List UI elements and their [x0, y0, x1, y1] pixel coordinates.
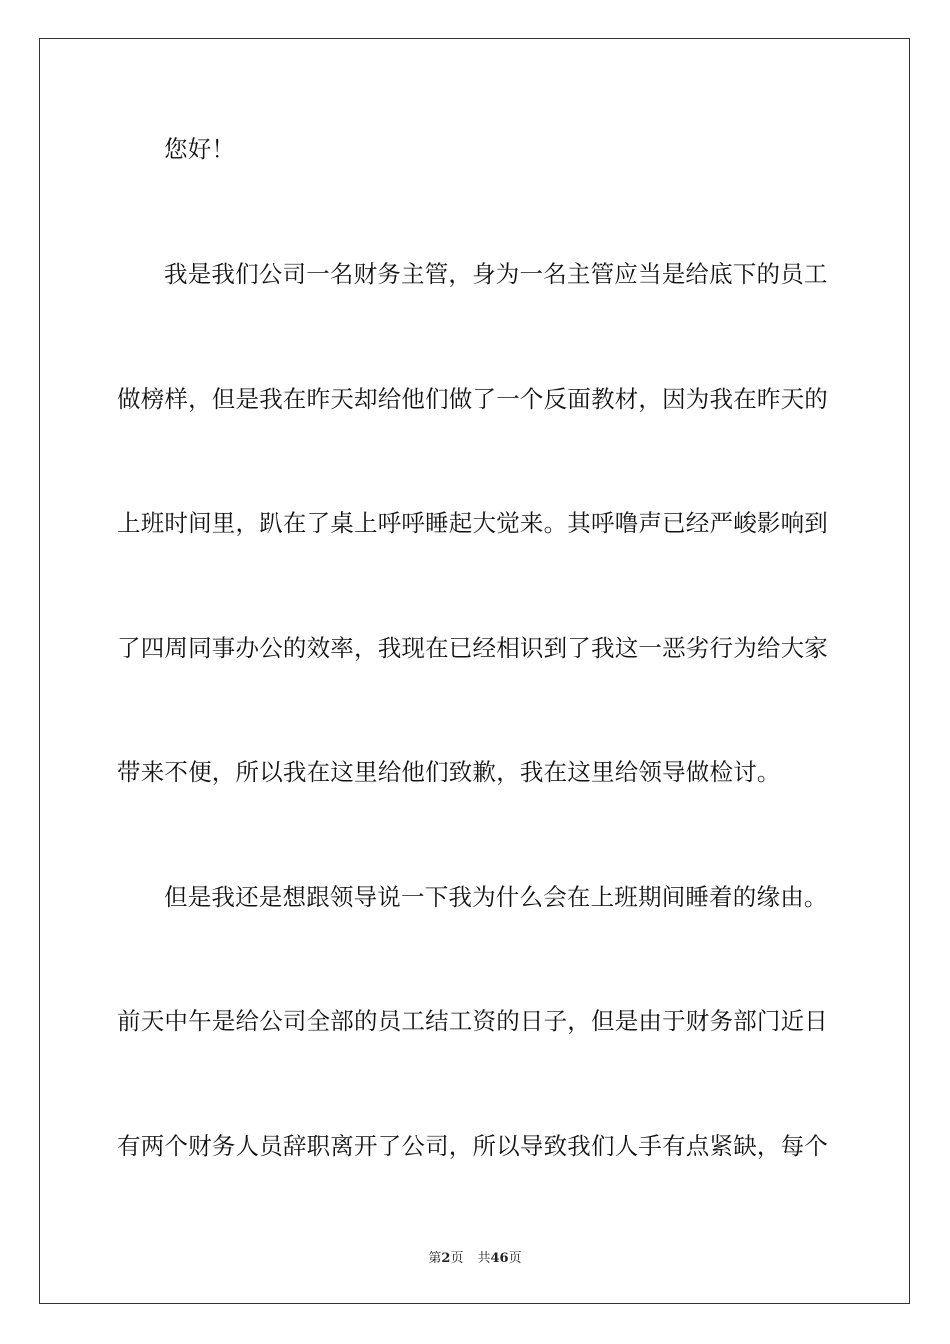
total-suffix: 页 — [508, 1251, 522, 1266]
total-pages: 46 — [490, 1251, 509, 1266]
text-line: 前天中午是给公司全部的员工结工资的日子，但是由于财务部门近日 — [117, 1007, 828, 1035]
text-line-greeting: 您好！ — [164, 135, 236, 163]
text-line: 有两个财务人员辞职离开了公司，所以导致我们人手有点紧缺，每个 — [117, 1132, 828, 1160]
text-line: 我是我们公司一名财务主管，身为一名主管应当是给底下的员工 — [164, 260, 828, 288]
text-line: 但是我还是想跟领导说一下我为什么会在上班期间睡着的缘由。 — [164, 883, 828, 911]
page-suffix: 页 — [450, 1251, 464, 1266]
page-prefix: 第 — [428, 1251, 442, 1266]
page-border — [39, 38, 910, 1304]
page-footer — [0, 1247, 950, 1266]
text-line: 做榜样，但是我在昨天却给他们做了一个反面教材，因为我在昨天的 — [117, 385, 828, 413]
text-line: 上班时间里，趴在了桌上呼呼睡起大觉来。其呼噜声已经严峻影响到 — [117, 509, 828, 537]
page-number: 2 — [441, 1251, 451, 1266]
text-line: 带来不便，所以我在这里给他们致歉，我在这里给领导做检讨。 — [117, 758, 781, 786]
total-prefix: 共 — [477, 1251, 491, 1266]
text-line: 了四周同事办公的效率，我现在已经相识到了我这一恶劣行为给大家 — [117, 634, 828, 662]
